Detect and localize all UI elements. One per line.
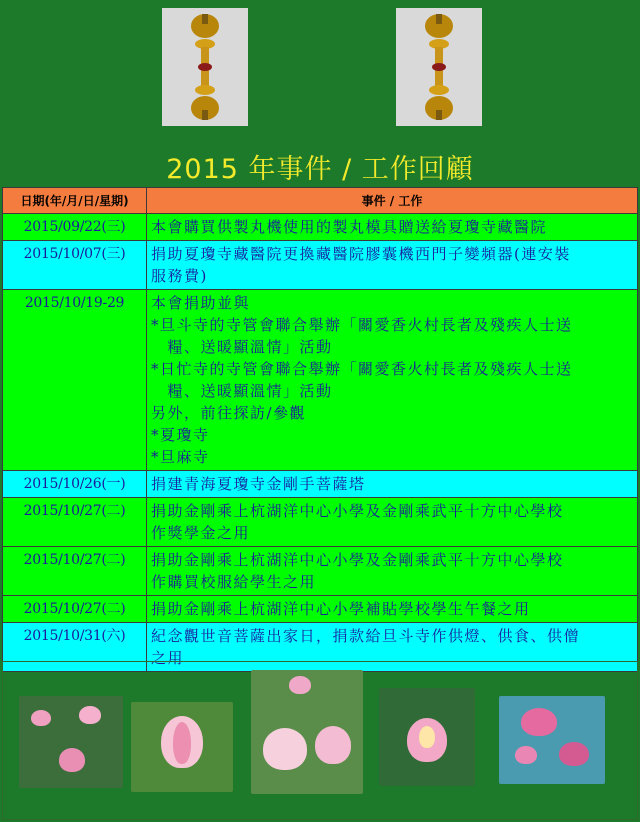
event-description-line: 糧、送暖顯溫情」活動 xyxy=(151,382,333,400)
event-description-line: 作獎學金之用 xyxy=(151,524,251,542)
event-description xyxy=(147,596,638,623)
event-description-line: *日忙寺的寺管會聯合舉辦「關愛香火村長者及殘疾人士送 xyxy=(151,360,573,378)
event-description xyxy=(147,214,638,241)
event-description-line: 之用 xyxy=(151,649,185,667)
event-description xyxy=(147,241,638,290)
event-date: 2015/10/31(六) xyxy=(3,623,147,672)
vajra-image-left xyxy=(162,8,248,126)
event-description-line: *夏瓊寺 xyxy=(151,426,210,444)
event-description-line: 本會捐助並與 xyxy=(151,294,251,312)
events-table xyxy=(2,187,638,672)
event-description-line: 捐助夏瓊寺藏醫院更換藏醫院膠囊機西門子變頻器(連安裝 xyxy=(151,245,571,263)
event-description-line: 紀念觀世音菩薩出家日，捐款給旦斗寺作供燈、供食、供僧 xyxy=(151,627,581,645)
lotus-photo-1 xyxy=(19,696,123,788)
event-description-line: 捐助金剛乘上杭湖洋中心小學及金剛乘武平十方中心學校 xyxy=(151,551,564,569)
event-description-line: 另外，前往探訪/參觀 xyxy=(151,404,307,422)
event-date: 2015/09/22(三) xyxy=(3,214,147,241)
table-row xyxy=(3,241,638,290)
event-date: 2015/10/19-29 xyxy=(3,290,147,471)
table-row xyxy=(3,596,638,623)
table-row xyxy=(3,471,638,498)
event-description-line: 本會購買供製丸機使用的製丸模具贈送給夏瓊寺藏醫院 xyxy=(151,218,548,236)
event-description-line: 捐建青海夏瓊寺金剛手菩薩塔 xyxy=(151,475,366,493)
vajra-image-right xyxy=(396,8,482,126)
table-row xyxy=(3,547,638,596)
event-date: 2015/10/27(二) xyxy=(3,596,147,623)
table-row xyxy=(3,498,638,547)
table-row xyxy=(3,290,638,471)
events-table-body xyxy=(3,214,638,672)
column-header-event: 事件 / 工作 xyxy=(147,188,638,214)
event-description-line: *旦斗寺的寺管會聯合舉辦「關愛香火村長者及殘疾人士送 xyxy=(151,316,573,334)
lotus-photo-3 xyxy=(251,670,363,794)
event-date: 2015/10/07(三) xyxy=(3,241,147,290)
event-description-line: 作購買校服給學生之用 xyxy=(151,573,317,591)
event-description-line: 服務費) xyxy=(151,267,208,285)
event-date: 2015/10/27(二) xyxy=(3,498,147,547)
lotus-photo-5 xyxy=(499,696,605,784)
header-images xyxy=(0,0,640,135)
table-header-row xyxy=(3,188,638,214)
event-date: 2015/10/26(一) xyxy=(3,471,147,498)
event-description xyxy=(147,547,638,596)
event-description xyxy=(147,471,638,498)
event-description-line: 糧、送暖顯溫情」活動 xyxy=(151,338,333,356)
event-description-line: *旦麻寺 xyxy=(151,448,210,466)
lotus-gallery xyxy=(2,661,638,820)
event-description xyxy=(147,290,638,471)
table-row xyxy=(3,214,638,241)
event-description-line: 捐助金剛乘上杭湖洋中心小學及金剛乘武平十方中心學校 xyxy=(151,502,564,520)
event-description-line: 捐助金剛乘上杭湖洋中心小學補貼學校學生午餐之用 xyxy=(151,600,531,618)
lotus-photo-4 xyxy=(379,688,475,786)
event-date: 2015/10/27(二) xyxy=(3,547,147,596)
event-description xyxy=(147,498,638,547)
column-header-date: 日期(年/月/日/星期) xyxy=(3,188,147,214)
page-title: 2015 年事件 / 工作回顧 xyxy=(166,154,474,185)
lotus-photo-2 xyxy=(131,702,233,792)
